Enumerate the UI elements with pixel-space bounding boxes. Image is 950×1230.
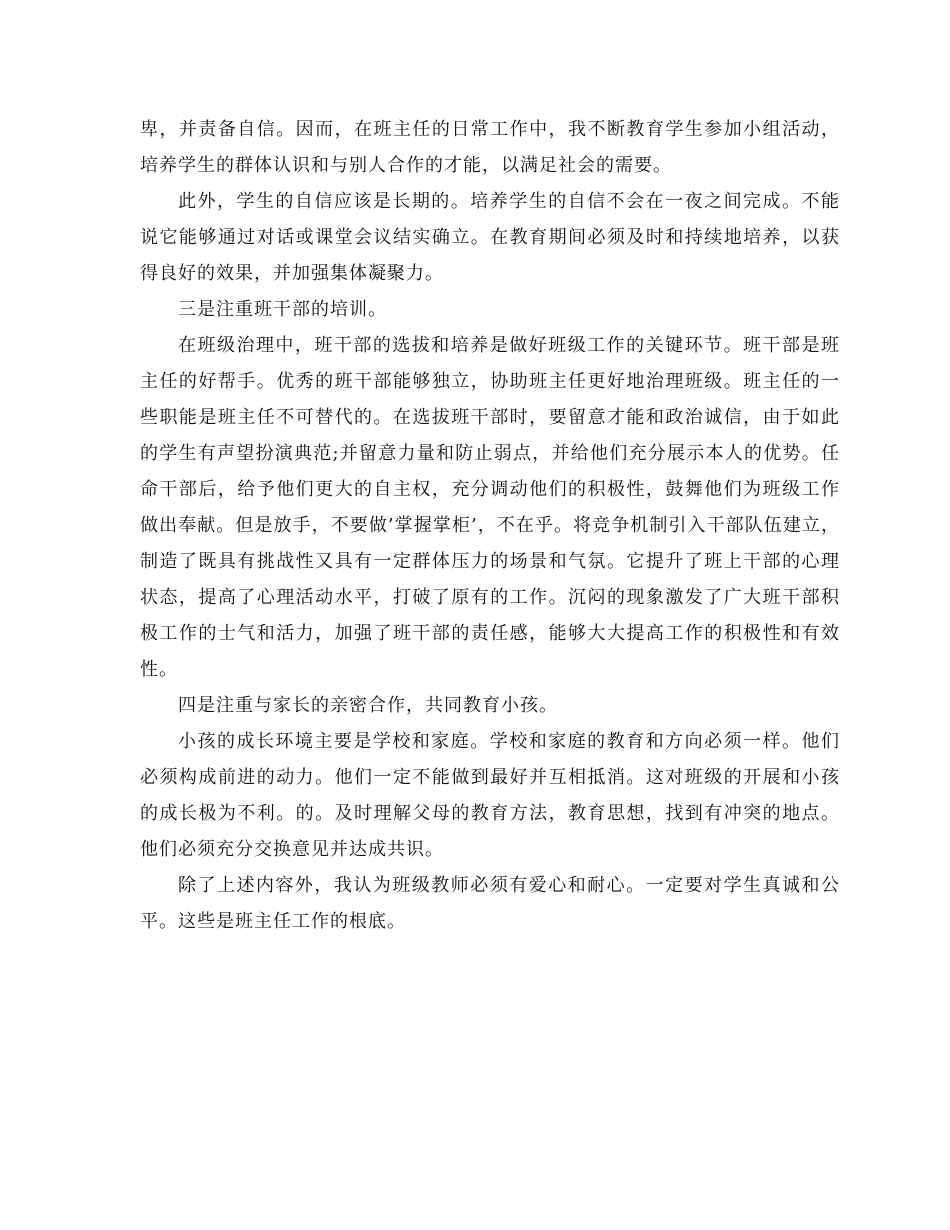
heading-class-cadre-training: 三是注重班干部的培训。	[178, 299, 387, 320]
paragraph-class-cadre: 在班级治理中，班干部的选拔和培养是做好班级工作的关键环节。班干部是班主任的好帮手。优秀的班干部能够独立，协助班主任更好地治理班级。班主任的一些职能是班主任不可替代的。在选拔班干部时，要留意才能和政治诚信，由于如此的学生有声望扮演典范;并留意力量和防止弱点，并给他们充分展示本人的优势。任命干部后，给予他们更大的自主权，充分调动他们的积极性，鼓舞他们为班级工作做出奉献。但是放手，不要做’掌握掌柜’，不在乎。将竞争机制引入干部队伍建立，制造了既具有挑战性又具有一定群体压力的场景和气氛。它提升了班上干部的心理状态，提高了心理活动水平，打破了原有的工作。沉闷的现象激发了广大班干部积极工作的士气和活力，加强了班干部的责任感，能够大大提高工作的积极性和有效性。	[140, 335, 840, 680]
paragraph-self-confidence: 此外，学生的自信应该是长期的。培养学生的自信不会在一夜之间完成。不能说它能够通过对话或课堂会议结实确立。在教育期间必须及时和持续地培养，以获得良好的效果，并加强集体凝聚力。	[140, 191, 840, 284]
paragraph-parent-cooperation: 小孩的成长环境主要是学校和家庭。学校和家庭的教育和方向必须一样。他们必须构成前进的动力。他们一定不能做到最好并互相抵消。这对班级的开展和小孩的成长极为不利。的。及时理解父母的教育方法，教育思想，找到有冲突的地点。他们必须充分交换意见并达成共识。	[140, 731, 840, 860]
heading-parent-cooperation: 四是注重与家长的亲密合作，共同教育小孩。	[178, 695, 558, 716]
paragraph-conclusion: 除了上述内容外，我认为班级教师必须有爱心和耐心。一定要对学生真诚和公平。这些是班主任工作的根底。	[140, 875, 840, 932]
document-body	[140, 112, 840, 940]
paragraph-continuation: 卑，并责备自信。因而，在班主任的日常工作中，我不断教育学生参加小组活动，培养学生的群体认识和与别人合作的才能，以满足社会的需要。	[140, 119, 840, 176]
